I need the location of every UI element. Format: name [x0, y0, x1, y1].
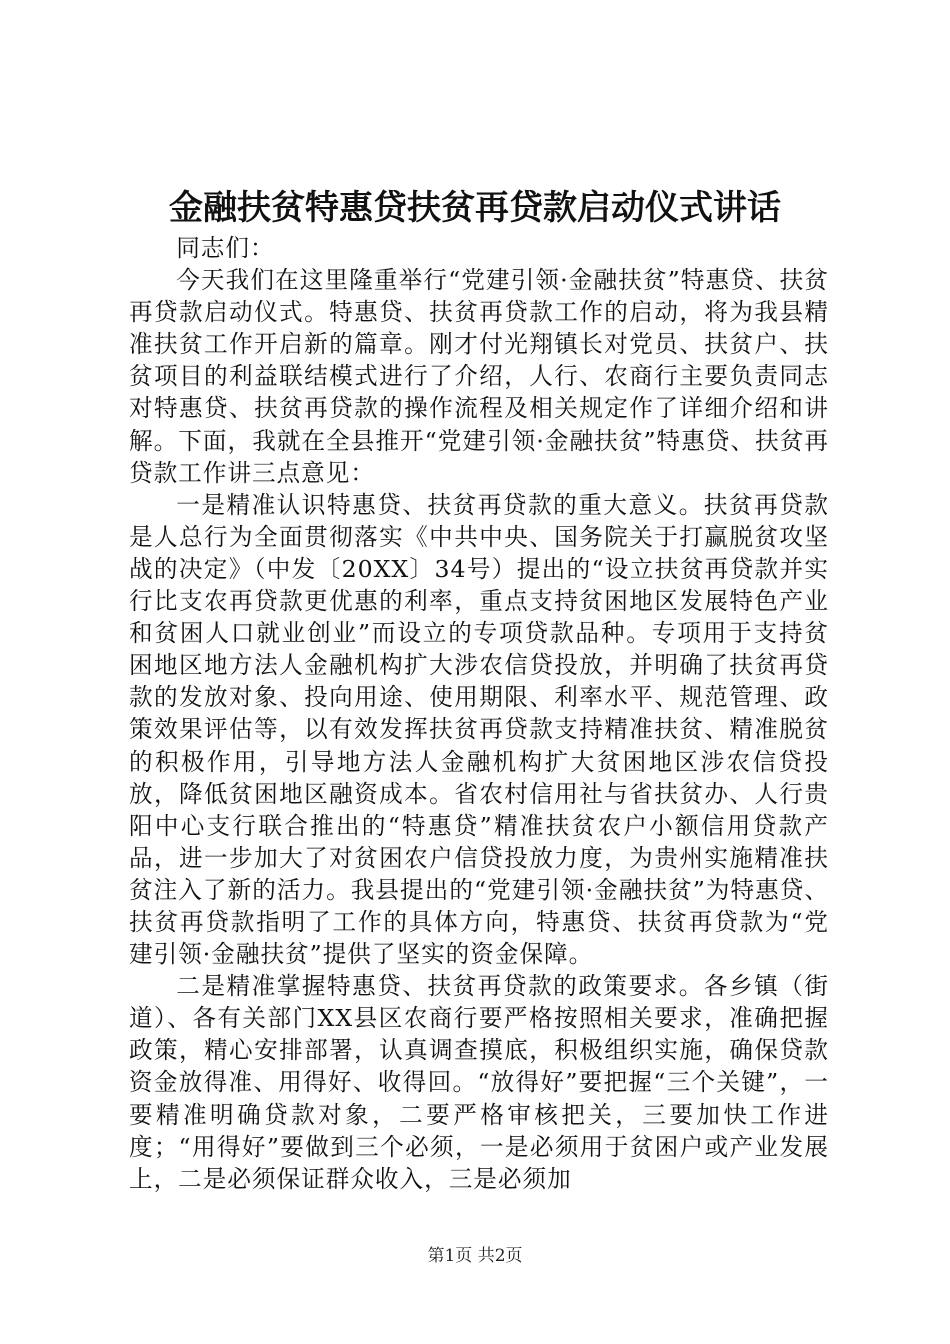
document-title: 金融扶贫特惠贷扶贫再贷款启动仪式讲话 — [169, 188, 781, 228]
greeting: 同志们： — [176, 234, 275, 262]
paragraph-point-one: 一是精准认识特惠贷、扶贫再贷款的重大意义。扶贫再贷款是人总行为全面贯彻落实《中共中央、国务院关于打赢脱贫攻坚战的决定》（中发〔20XX〕34号）提出的“设立扶贫再贷款并实行比支农再贷款更优惠的利率，重点支持贫困地区发展特色产业和贫困人口就业创业”而设立的专项贷款品种。专项用于支持贫困地区地方法人金融机构扩大涉农信贷投放，并明确了扶贫再贷款的发放对象、投向用途、使用期限、利率水平、规范管理、政策效果评估等，以有效发挥扶贫再贷款支持精准扶贫、精准脱贫的积极作用，引导地方法人金融机构扩大贫困地区涉农信贷投放，降低贫困地区融资成本。省农村信用社与省扶贫办、人行贵阳中心支行联合推出的“特惠贷”精准扶贫农户小额信用贷款产品，进一步加大了对贫困农户信贷投放力度，为贵州实施精准扶贫注入了新的活力。我县提出的“党建引领·金融扶贫”为特惠贷、扶贫再贷款指明了工作的具体方向，特惠贷、扶贫再贷款为“党建引领·金融扶贫”提供了坚实的资金保障。 — [129, 490, 829, 969]
paragraph-point-two: 二是精准掌握特惠贷、扶贫再贷款的政策要求。各乡镇（街道）、各有关部门XX县区农商行要严格按照相关要求，准确把握政策，精心安排部署，认真调查摸底，积极组织实施，确保贷款资金放得准、用得好、收得回。“放得好”要把握“三个关键”，一要精准明确贷款对象，二要严格审核把关，三要加快工作进度；“用得好”要做到三个必须，一是必须用于贫困户或产业发展上，二是必须保证群众收入，三是必须加 — [129, 972, 829, 1193]
paragraph-intro: 今天我们在这里隆重举行“党建引领·金融扶贫”特惠贷、扶贫再贷款启动仪式。特惠贷、扶贫再贷款工作的启动，将为我县精准扶贫工作开启新的篇章。刚才付光翔镇长对党员、扶贫户、扶贫项目的利益联结模式进行了介绍，人行、农商行主要负责同志对特惠贷、扶贫再贷款的操作流程及相关规定作了详细介绍和讲解。下面，我就在全县推开“党建引领·金融扶贫”特惠贷、扶贫再贷款工作讲三点意见： — [129, 266, 829, 487]
document-body — [129, 232, 829, 1195]
page-number-footer: 第1页 共2页 — [427, 1246, 523, 1266]
